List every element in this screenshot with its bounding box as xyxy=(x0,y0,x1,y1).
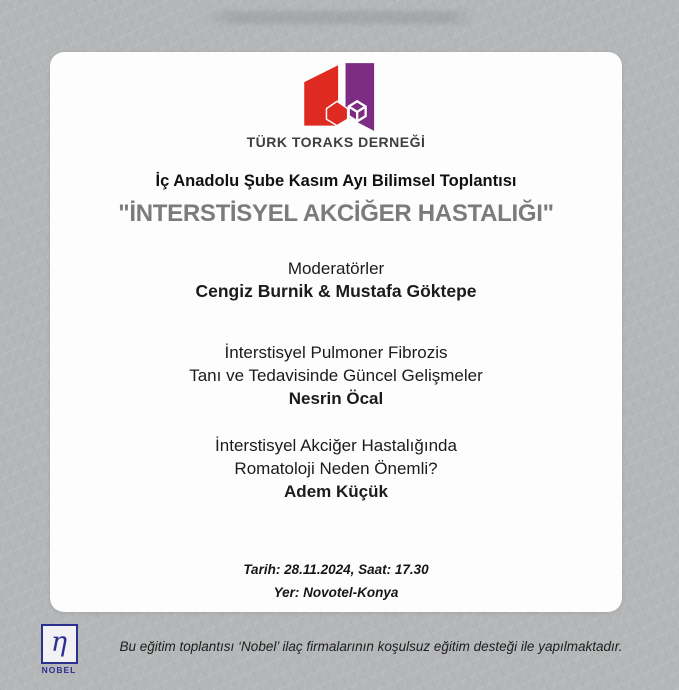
nobel-logo-label: NOBEL xyxy=(41,665,77,675)
meeting-subtitle: İç Anadolu Şube Kasım Ayı Bilimsel Toplantısı xyxy=(155,172,517,190)
lungs-logo-icon xyxy=(295,61,377,133)
logo-label: TÜRK TORAKS DERNEĞİ xyxy=(246,134,426,150)
session-1-title-line-2: Tanı ve Tedavisinde Güncel Gelişmeler xyxy=(189,366,483,385)
nobel-logo xyxy=(37,624,81,675)
session-1-title-line-1: İnterstisyel Pulmoner Fibrozis xyxy=(224,343,448,362)
session-1-speaker: Nesrin Öcal xyxy=(288,389,384,408)
turk-toraks-logo xyxy=(50,61,622,150)
session-1 xyxy=(50,341,622,410)
main-title: "İNTERSTİSYEL AKCİĞER HASTALIĞI" xyxy=(118,200,554,227)
session-2-title-line-1: İnterstisyel Akciğer Hastalığında xyxy=(215,436,457,455)
sponsor-note: Bu eğitim toplantısı ‘Nobel’ ilaç firmalarının koşulsuz eğitim desteği ile yapılmaktadır. xyxy=(119,639,623,654)
event-info-block xyxy=(50,558,622,604)
moderators-names: Cengiz Burnik & Mustafa Göktepe xyxy=(195,281,477,301)
session-2-speaker: Adem Küçük xyxy=(284,482,388,501)
faint-top-watermark xyxy=(205,11,477,24)
session-2-title-line-2: Romatoloji Neden Önemli? xyxy=(234,459,438,478)
nobel-logo-box xyxy=(41,624,78,664)
announcement-card xyxy=(50,52,622,612)
nobel-eta-glyph: η xyxy=(50,627,68,658)
session-2 xyxy=(50,434,622,503)
moderators-block xyxy=(50,257,622,303)
event-venue: Yer: Novotel-Konya xyxy=(273,585,399,600)
moderators-heading: Moderatörler xyxy=(287,259,385,278)
event-date-time: Tarih: 28.11.2024, Saat: 17.30 xyxy=(243,562,429,577)
